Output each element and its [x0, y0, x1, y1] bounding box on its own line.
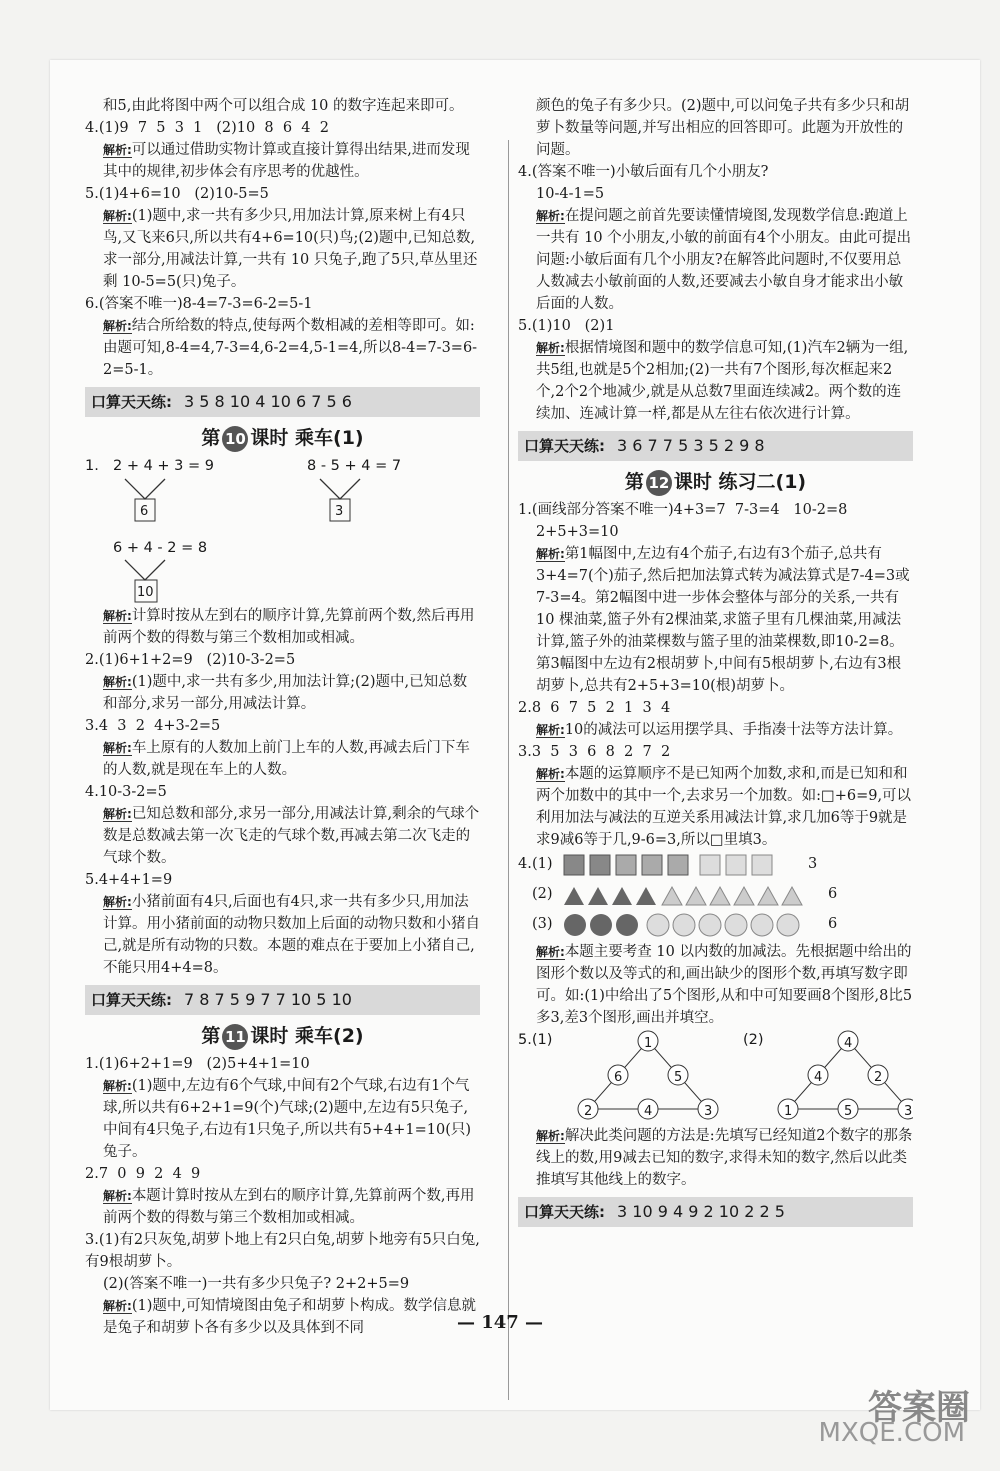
drill-values: 3 10 9 4 9 2 10 2 2 5 [617, 1202, 785, 1221]
analysis [518, 337, 913, 425]
triangle-1-bottom-mid: 4 [644, 1104, 653, 1119]
triangle-1-right-mid: 5 [674, 1070, 683, 1085]
triangle-puzzle-figure [518, 1029, 913, 1125]
tree-sum-3: 10 [137, 585, 154, 600]
mental-math-drill [85, 387, 480, 417]
analysis-label: 解析: [103, 675, 132, 689]
analysis-text: (1)题中,求一共有多少只,用加法计算,原来树上有4只鸟,又飞来6只,所以共有4+6=10(只)鸟;(2)题中,已知总数,求一部分,用减法计算,一共有 10 只兔子,跑了5只,草丛里还剩 10-5=5(只)兔子。 [103, 208, 478, 290]
heading-prefix: 第 [624, 471, 644, 493]
question-number: 4. [518, 856, 532, 872]
analysis-label: 解析: [103, 895, 132, 909]
drill-label: 口算天天练: [524, 1203, 605, 1221]
row-answer-2: 6 [828, 886, 838, 902]
analysis-label: 解析: [536, 547, 565, 561]
left-column [85, 95, 480, 1339]
triangle-diagrams [518, 1029, 913, 1125]
analysis-text: 解决此类问题的方法是:先填写已经知道2个数字的那条线上的数,用9减去已知的数字,求得未知的数字,然后以此类推填写其他线上的数字。 [536, 1128, 913, 1188]
analysis-text: 10的减法可以运用摆学具、手指凑十法等方法计算。 [564, 722, 903, 738]
tree-sum-2: 3 [335, 504, 344, 519]
analysis-text: 本题的运算顺序不是已知两个加数,求和,而是已知和和两个加数中的其中一个,去求另一个加数。如:□+6=9,可以利用加法与减法的互逆关系用减法计算,求几加6等于9就是求9减6等于几,9-6=3,所以□里填3。 [536, 766, 912, 848]
shapes-figure [518, 851, 913, 941]
analysis-label: 解析: [536, 723, 565, 737]
drill-values: 3 6 7 7 5 3 5 2 9 8 [617, 436, 765, 455]
triangle-2-top: 4 [844, 1036, 853, 1051]
page-number: — 147 — [456, 1312, 544, 1333]
analysis-label: 解析: [103, 1189, 132, 1203]
analysis-label: 解析: [103, 1079, 132, 1093]
analysis-label: 解析: [103, 741, 132, 755]
question: 4.(1)9 7 5 3 1 (2)10 8 6 4 2 [85, 120, 329, 136]
question: 2.8 6 7 5 2 1 3 4 [518, 700, 671, 716]
question: 1.(画线部分答案不唯一)4+3=7 7-3=4 10-2=8 [518, 502, 848, 518]
question: 4.(答案不唯一)小敏后面有几个小朋友? [518, 164, 769, 180]
lesson-heading [85, 421, 480, 455]
analysis [518, 719, 913, 741]
question: 5.(1)10 (2)1 [518, 318, 615, 334]
analysis [85, 205, 480, 293]
question: 5.4+4+1=9 [85, 872, 173, 888]
analysis-label: 解析: [536, 945, 565, 959]
triangle-2-right-mid: 2 [874, 1070, 883, 1085]
heading-title: 课时 乘车(2) [250, 1025, 364, 1047]
drill-label: 口算天天练: [524, 437, 605, 455]
analysis-text: (1)题中,可知情境图由兔子和胡萝卜构成。数学信息就是兔子和胡萝卜各有多少以及具体到不同 [103, 1298, 476, 1336]
drill-label: 口算天天练: [91, 991, 172, 1009]
analysis-text: 第1幅图中,左边有4个茄子,右边有3个茄子,总共有3+4=7(个)茄子,然后把加法算式转为减法算式是7-4=3或7-3=4。第2幅图中进一步体会整体与部分的关系,一共有 10 棵油菜,篮子外有2棵油菜,求篮子里有几棵油菜,用减法计算,篮子外的油菜棵数与篮子里的油菜棵数,即10-2=8。第3幅图中左边有2根胡萝卜,中间有5根胡萝卜,右边有3根胡萝卜,总共有2+5+3=10(根)胡萝卜。 [536, 546, 910, 694]
triangle-2-left-mid: 4 [814, 1070, 823, 1085]
lesson-heading [85, 1019, 480, 1053]
circle-icon-row [564, 914, 799, 936]
analysis-label: 解析: [536, 209, 565, 223]
analysis [85, 605, 480, 649]
mental-math-drill [518, 431, 913, 461]
analysis-label: 解析: [103, 1299, 132, 1313]
subquestion-label: (2) [743, 1032, 764, 1048]
question: 5.(1)4+6=10 (2)10-5=5 [85, 186, 269, 202]
analysis [85, 671, 480, 715]
analysis-text: 车上原有的人数加上前门上车的人数,再减去后门下车的人数,就是现在车上的人数。 [103, 740, 470, 778]
analysis [518, 763, 913, 851]
analysis-text: 小猪前面有4只,后面也有4只,求一共有多少只,用加法计算。用小猪前面的动物只数加上后面的动物只数和小猪自己,就是所有动物的只数。本题的难点在于要加上小猪自己,不能只用4+4=8。 [103, 894, 480, 976]
analysis-text: 根据情境图和题中的数学信息可知,(1)汽车2辆为一组,共5组,也就是5个2相加;(2)一共有7个图形,每次框起来2个,2个2个地减少,就是从总数7里面连续减2。两个数的连续加、连减计算一样,都是从左往右依次进行计算。 [536, 340, 909, 422]
drill-values: 3 5 8 10 4 10 6 7 5 6 [184, 392, 352, 411]
text: 颜色的兔子有多少只。(2)题中,可以问兔子共有多少只和胡萝卜数量等问题,并写出相应的回答即可。此题为开放性的问题。 [536, 98, 910, 158]
tree-sum-1: 6 [140, 504, 149, 519]
analysis-text: (1)题中,求一共有多少,用加法计算;(2)题中,已知总数和部分,求另一部分,用减法计算。 [103, 674, 468, 712]
question: (2)(答案不唯一)一共有多少只兔子? 2+2+5=9 [103, 1276, 410, 1292]
triangle-2-bottom-left: 1 [784, 1104, 793, 1119]
analysis-text: 在提问题之前首先要读懂情境图,发现数学信息:跑道上一共有 10 个小朋友,小敏的前面有4个小朋友。由此可提出问题:小敏后面有几个小朋友?在解答此问题时,不仅要用总人数减去小敏前面的人数,还要减去小敏自身才能求出小敏后面的人数。 [536, 208, 912, 312]
analysis-text: 已知总数和部分,求另一部分,用减法计算,剩余的气球个数是总数减去第一次飞走的气球个数,再减去第二次飞走的气球个数。 [103, 806, 480, 866]
analysis [518, 1125, 913, 1191]
row-label-1: (1) [532, 856, 553, 872]
lesson-number: 10 [222, 426, 248, 452]
right-column [518, 95, 913, 1231]
mental-math-drill [85, 985, 480, 1015]
triangle-1-bottom-left: 2 [584, 1104, 593, 1119]
question: 2.7 0 9 2 4 9 [85, 1166, 201, 1182]
analysis [85, 737, 480, 781]
analysis [518, 941, 913, 1029]
triangle-1-left-mid: 6 [614, 1070, 623, 1085]
analysis-label: 解析: [536, 341, 565, 355]
mental-math-drill [518, 1197, 913, 1227]
analysis-label: 解析: [103, 807, 132, 821]
drill-values: 7 8 7 5 9 7 7 10 5 10 [184, 990, 352, 1009]
analysis-text: 本题计算时按从左到右的顺序计算,先算前两个数,再用前两个数的得数与第三个数相加或相减。 [103, 1188, 475, 1226]
question: 3.(1)有2只灰兔,胡萝卜地上有2只白兔,胡萝卜地旁有5只白兔,有9根胡萝卜。 [85, 1232, 480, 1270]
analysis-label: 解析: [536, 767, 565, 781]
heading-prefix: 第 [201, 427, 221, 449]
equation: 10-4-1=5 [536, 186, 605, 202]
analysis [518, 205, 913, 315]
triangle-2-bottom-right: 3 [904, 1104, 913, 1119]
question-number: 5.(1) [518, 1032, 553, 1048]
tree-row-2: 6 + 4 - 2 = 8 [113, 540, 208, 556]
drill-label: 口算天天练: [91, 393, 172, 411]
analysis [85, 803, 480, 869]
triangle-icon-row [564, 887, 802, 905]
question: 2+5+3=10 [536, 524, 619, 540]
row-label-2: (2) [532, 886, 553, 902]
row-answer-3: 6 [828, 916, 838, 932]
lesson-number: 12 [646, 470, 672, 496]
analysis-text: 结合所给数的特点,使每两个数相减的差相等即可。如:由题可知,8-4=4,7-3=4,6-2=4,5-1=4,所以8-4=7-3=6-2=5-1。 [103, 318, 478, 378]
analysis-text: 可以通过借助实物计算或直接计算得出结果,进而发现其中的规律,初步体会有序思考的优越性。 [103, 142, 470, 180]
analysis-label: 解析: [103, 609, 132, 623]
triangle-1-top: 1 [644, 1036, 653, 1051]
question: 3.4 3 2 4+3-2=5 [85, 718, 221, 734]
number-tree-figure [85, 455, 480, 605]
tree-row-1: 2 + 4 + 3 = 9 [113, 458, 215, 474]
shape-rows [518, 851, 913, 941]
question: 4.10-3-2=5 [85, 784, 167, 800]
analysis-label: 解析: [103, 319, 132, 333]
row-answer-1: 3 [808, 856, 818, 872]
heading-title: 课时 练习二(1) [673, 471, 807, 493]
analysis [85, 139, 480, 183]
question: 1.(1)6+2+1=9 (2)5+4+1=10 [85, 1056, 310, 1072]
analysis-label: 解析: [103, 143, 132, 157]
text: 和5,由此将图中两个可以组合成 10 的数字连起来即可。 [103, 98, 464, 114]
analysis [518, 543, 913, 697]
row-label-3: (3) [532, 916, 553, 932]
analysis-label: 解析: [536, 1129, 565, 1143]
analysis [85, 315, 480, 381]
triangle-2-bottom-mid: 5 [844, 1104, 853, 1119]
analysis-text: (1)题中,左边有6个气球,中间有2个气球,右边有1个气球,所以共有6+2+1=9(个)气球;(2)题中,左边有5只兔子,中间有4只兔子,右边有1只兔子,所以共有5+4+1=10(只)兔子。 [103, 1078, 472, 1160]
question: 3.3 5 3 6 8 2 7 2 [518, 744, 671, 760]
watermark-text: MXQE.COM [818, 1418, 965, 1448]
lesson-number: 11 [222, 1024, 248, 1050]
square-icon-row [564, 855, 772, 875]
heading-title: 课时 乘车(1) [250, 427, 364, 449]
triangle-1-bottom-right: 3 [704, 1104, 713, 1119]
column-divider [508, 140, 509, 1400]
watermark-logo: 答案圈 [868, 1388, 970, 1428]
question: 6.(答案不唯一)8-4=7-3=6-2=5-1 [85, 296, 313, 312]
analysis [85, 1185, 480, 1229]
lesson-heading [518, 465, 913, 499]
analysis-label: 解析: [103, 209, 132, 223]
heading-prefix: 第 [201, 1025, 221, 1047]
analysis [85, 891, 480, 979]
question-number: 1. [85, 458, 99, 474]
analysis [85, 1075, 480, 1163]
analysis-text: 本题主要考查 10 以内数的加减法。先根据题中给出的图形个数以及等式的和,画出缺少的图形个数,再填写数字即可。如:(1)中给出了5个图形,从和中可知要画8个图形,8比5多3,差3个图形,画出并填空。 [536, 944, 913, 1026]
question: 2.(1)6+1+2=9 (2)10-3-2=5 [85, 652, 296, 668]
analysis-text: 计算时按从左到右的顺序计算,先算前两个数,然后再用前两个数的得数与第三个数相加或相减。 [103, 608, 475, 646]
tree-row-1b: 8 - 5 + 4 = 7 [307, 458, 402, 474]
